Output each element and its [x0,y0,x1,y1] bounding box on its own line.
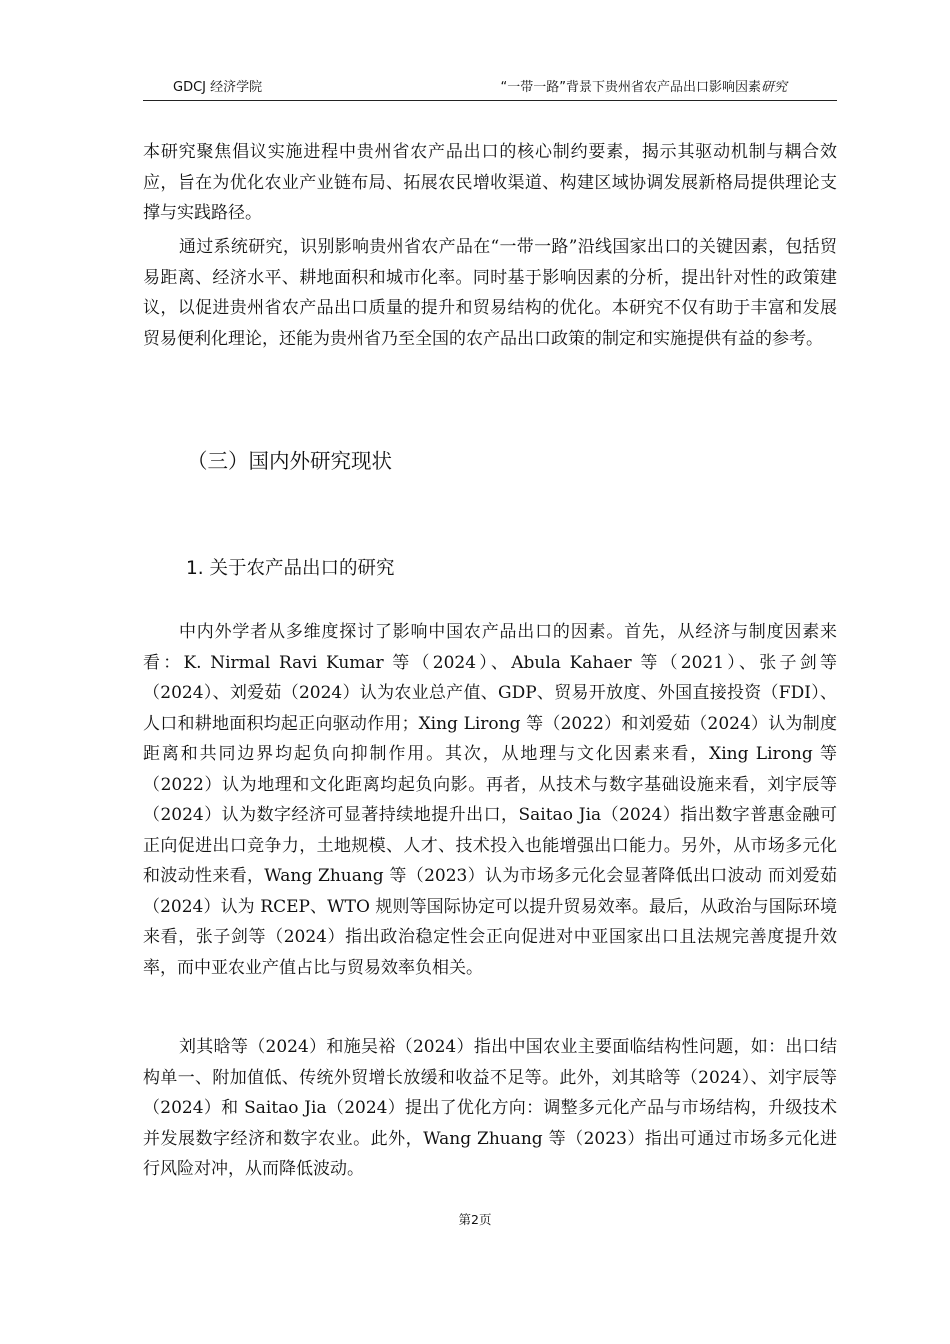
paragraph-research-aim: 通过系统研究，识别影响贵州省农产品在“一带一路”沿线国家出口的关键因素，包括贸易距离、经济水平、耕地面积和城市化率。同时基于影响因素的分析，提出针对性的政策建议，以促进贵州省农产品出口质量的提升和贸易结构的优化。本研究不仅有助于丰富和发展贸易便利化理论，还能为贵州省乃至全国的农产品出口政策的制定和实施提供有益的参考。 [143,237,837,349]
page-number: 第2页 [458,1212,492,1227]
paragraph-literature-problems: 刘其晗等（2024）和施吴裕（2024）指出中国农业主要面临结构性问题，如：出口结构单一、附加值低、传统外贸增长放缓和收益不足等。此外，刘其晗等（2024）、刘宇辰等（2024）和 Saitao Jia（2024）提出了优化方向：调整多元化产品与市场结构，升级技术并发展数字经济和数字农业。此外，Wang Zhuang 等（2023）指出可通过市场多元化进行风险对冲，从而降低波动。 [143,1037,837,1179]
header-title-main: “一带一路”背景下贵州省农产品出口影响因素 [500,80,761,95]
subsection-heading: 1. 关于农产品出口的研究 [186,558,395,579]
page-header [143,76,837,101]
paragraph-intro-continued: 本研究聚焦倡议实施进程中贵州省农产品出口的核心制约要素，揭示其驱动机制与耦合效应，旨在为优化农业产业链布局、拓展农民增收渠道、构建区域协调发展新格局提供理论支撑与实践路径。 [143,142,837,223]
paragraph-literature-factors: 中内外学者从多维度探讨了影响中国农产品出口的因素。首先，从经济与制度因素来看：K. Nirmal Ravi Kumar 等（2024）、Abula Kahaer 等（2021）、张子剑等（2024）、刘爱茹（2024）认为农业总产值、GDP、贸易开放度、外国直接投资（FDI）、人口和耕地面积均起正向驱动作用；Xing Lirong 等（2022）和刘爱茹（2024）认为制度距离和共同边界均起负向抑制作用。其次，从地理与文化因素来看，Xing Lirong 等（2022）认为地理和文化距离均起负向影。再者，从技术与数字基础设施来看，刘宇辰等（2024）认为数字经济可显著持续地提升出口，Saitao Jia（2024）指出数字普惠金融可正向促进出口竞争力，土地规模、人才、技术投入也能增强出口能力。另外，从市场多元化和波动性来看，Wang Zhuang 等（2023）认为市场多元化会显著降低出口波动 而刘爱茹（2024）认为 RCEP、WTO 规则等国际协定可以提升贸易效率。最后，从政治与国际环境来看，张子剑等（2024）指出政治稳定性会正向促进对中亚国家出口且法规完善度提升效率，而中亚农业产值占比与贸易效率负相关。 [143,622,837,978]
section-heading: （三）国内外研究现状 [187,449,392,473]
header-title [501,78,788,98]
header-institution: GDCJ 经济学院 [173,80,263,95]
header-title-italic: 研究 [760,80,787,95]
